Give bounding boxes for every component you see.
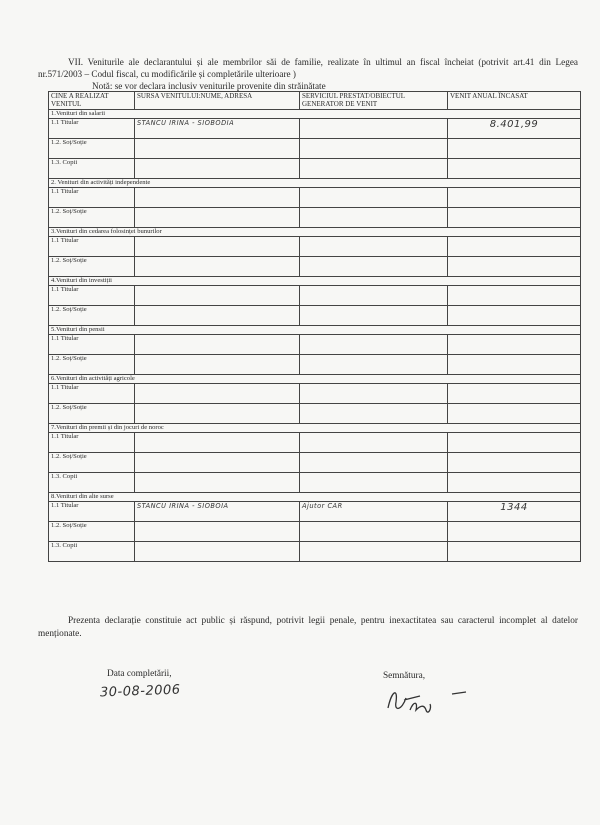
income-cell xyxy=(448,237,581,257)
row-label: 1.1 Titular xyxy=(49,433,135,453)
date-value: 30-08-2006 xyxy=(99,682,181,701)
date-label: Data completării, xyxy=(107,669,172,679)
service-cell xyxy=(300,404,448,424)
service-cell xyxy=(300,522,448,542)
note: Notă: se vor declara inclusiv veniturile provenite din străinătate xyxy=(92,81,326,91)
income-cell xyxy=(448,286,581,306)
section-row xyxy=(49,179,581,188)
service-cell xyxy=(300,139,448,159)
row-label: 1.2. Soț/Soție xyxy=(49,306,135,326)
row-label: 1.2. Soț/Soție xyxy=(49,453,135,473)
table-header xyxy=(49,92,581,110)
col-source: SURSA VENITULUI:NUME, ADRESA xyxy=(135,92,300,110)
service-cell xyxy=(300,384,448,404)
service-cell xyxy=(300,453,448,473)
section-title: 1.Venituri din salarii xyxy=(49,110,581,119)
source-cell xyxy=(135,139,300,159)
table-row xyxy=(49,208,581,228)
source-cell xyxy=(135,453,300,473)
section-row xyxy=(49,493,581,502)
section-row xyxy=(49,277,581,286)
table-row xyxy=(49,237,581,257)
income-cell xyxy=(448,453,581,473)
table-row xyxy=(49,286,581,306)
source-cell xyxy=(135,335,300,355)
col-who: CINE A REALIZAT VENITUL xyxy=(49,92,135,110)
table-row xyxy=(49,433,581,453)
row-label: 1.3. Copii xyxy=(49,473,135,493)
income-cell xyxy=(448,542,581,562)
row-label: 1.1 Titular xyxy=(49,188,135,208)
section-row xyxy=(49,375,581,384)
row-label: 1.2. Soț/Soție xyxy=(49,404,135,424)
table-row xyxy=(49,306,581,326)
service-cell xyxy=(300,542,448,562)
table-row xyxy=(49,159,581,179)
section-title: 7.Venituri din premii și din jocuri de noroc xyxy=(49,424,581,433)
income-cell xyxy=(448,355,581,375)
service-cell xyxy=(300,473,448,493)
row-label: 1.2. Soț/Soție xyxy=(49,208,135,228)
source-cell xyxy=(135,286,300,306)
row-label: 1.2. Soț/Soție xyxy=(49,355,135,375)
source-cell xyxy=(135,257,300,277)
income-cell xyxy=(448,257,581,277)
table-row xyxy=(49,257,581,277)
section-row xyxy=(49,424,581,433)
row-label: 1.1 Titular xyxy=(49,237,135,257)
source-cell xyxy=(135,433,300,453)
income-cell xyxy=(448,433,581,453)
table-row xyxy=(49,188,581,208)
row-label: 1.1 Titular xyxy=(49,286,135,306)
source-cell xyxy=(135,473,300,493)
income-cell xyxy=(448,522,581,542)
section-title: 6.Venituri din activități agricole xyxy=(49,375,581,384)
row-label: 1.1 Titular xyxy=(49,119,135,139)
service-cell xyxy=(300,119,448,139)
row-label: 1.1 Titular xyxy=(49,502,135,522)
row-label: 1.1 Titular xyxy=(49,335,135,355)
table-row xyxy=(49,355,581,375)
income-cell: 1344 xyxy=(448,502,581,522)
col-service: SERVICIUL PRESTAT/OBIECTUL GENERATOR DE VENIT xyxy=(300,92,448,110)
income-cell xyxy=(448,335,581,355)
service-cell xyxy=(300,335,448,355)
income-cell xyxy=(448,159,581,179)
section-row xyxy=(49,110,581,119)
section-row xyxy=(49,326,581,335)
source-cell xyxy=(135,384,300,404)
row-label: 1.2. Soț/Soție xyxy=(49,139,135,159)
section-header: VII. Veniturile ale declarantului și ale membrilor săi de familie, realizate în ultimul an fiscal încheiat (potrivit art.41 din Legea nr.571/2003 – Codul fiscal, cu modificările și completările ulterioare ) xyxy=(38,57,578,79)
section-title: 5.Venituri din pensii xyxy=(49,326,581,335)
service-cell xyxy=(300,237,448,257)
source-cell xyxy=(135,159,300,179)
service-cell xyxy=(300,188,448,208)
service-cell xyxy=(300,306,448,326)
table-row xyxy=(49,502,581,522)
income-cell xyxy=(448,306,581,326)
col-income: VENIT ANUAL ÎNCASAT xyxy=(448,92,581,110)
table-row xyxy=(49,542,581,562)
service-cell xyxy=(300,433,448,453)
income-cell xyxy=(448,404,581,424)
source-cell xyxy=(135,355,300,375)
table-row xyxy=(49,384,581,404)
income-cell xyxy=(448,188,581,208)
table-row xyxy=(49,119,581,139)
source-cell xyxy=(135,188,300,208)
table-row xyxy=(49,522,581,542)
source-cell: STANCU IRINA - SIOBOIA xyxy=(135,502,300,522)
section-row xyxy=(49,228,581,237)
table-row xyxy=(49,404,581,424)
table-row xyxy=(49,473,581,493)
section-title: 8.Venituri din alte surse xyxy=(49,493,581,502)
source-cell xyxy=(135,306,300,326)
row-label: 1.3. Copii xyxy=(49,542,135,562)
service-cell xyxy=(300,286,448,306)
table-row xyxy=(49,335,581,355)
source-cell xyxy=(135,542,300,562)
income-cell xyxy=(448,139,581,159)
table-row xyxy=(49,139,581,159)
section-title: 2. Venituri din activități independente xyxy=(49,179,581,188)
row-label: 1.2. Soț/Soție xyxy=(49,257,135,277)
signature-label: Semnătura, xyxy=(383,671,426,681)
income-table xyxy=(48,91,581,562)
source-cell xyxy=(135,208,300,228)
section-title: 4.Venituri din investiții xyxy=(49,277,581,286)
income-cell xyxy=(448,208,581,228)
source-cell xyxy=(135,522,300,542)
service-cell xyxy=(300,257,448,277)
source-cell xyxy=(135,404,300,424)
income-cell xyxy=(448,384,581,404)
income-cell xyxy=(448,473,581,493)
row-label: 1.3. Copii xyxy=(49,159,135,179)
service-cell xyxy=(300,355,448,375)
table-row xyxy=(49,453,581,473)
signature-image xyxy=(380,680,470,720)
service-cell: Ajutor CAR xyxy=(300,502,448,522)
income-cell: 8.401,99 xyxy=(448,119,581,139)
service-cell xyxy=(300,208,448,228)
service-cell xyxy=(300,159,448,179)
row-label: 1.2. Soț/Soție xyxy=(49,522,135,542)
source-cell xyxy=(135,237,300,257)
footer-statement: Prezenta declarație constituie act public și răspund, potrivit legii penale, pentru inexactitatea sau caracterul incomplet al datelor menționate. xyxy=(38,616,578,639)
section-title: 3.Venituri din cedarea folosinței bunurilor xyxy=(49,228,581,237)
row-label: 1.1 Titular xyxy=(49,384,135,404)
source-cell: STANCU IRINA - SIOBODIA xyxy=(135,119,300,139)
